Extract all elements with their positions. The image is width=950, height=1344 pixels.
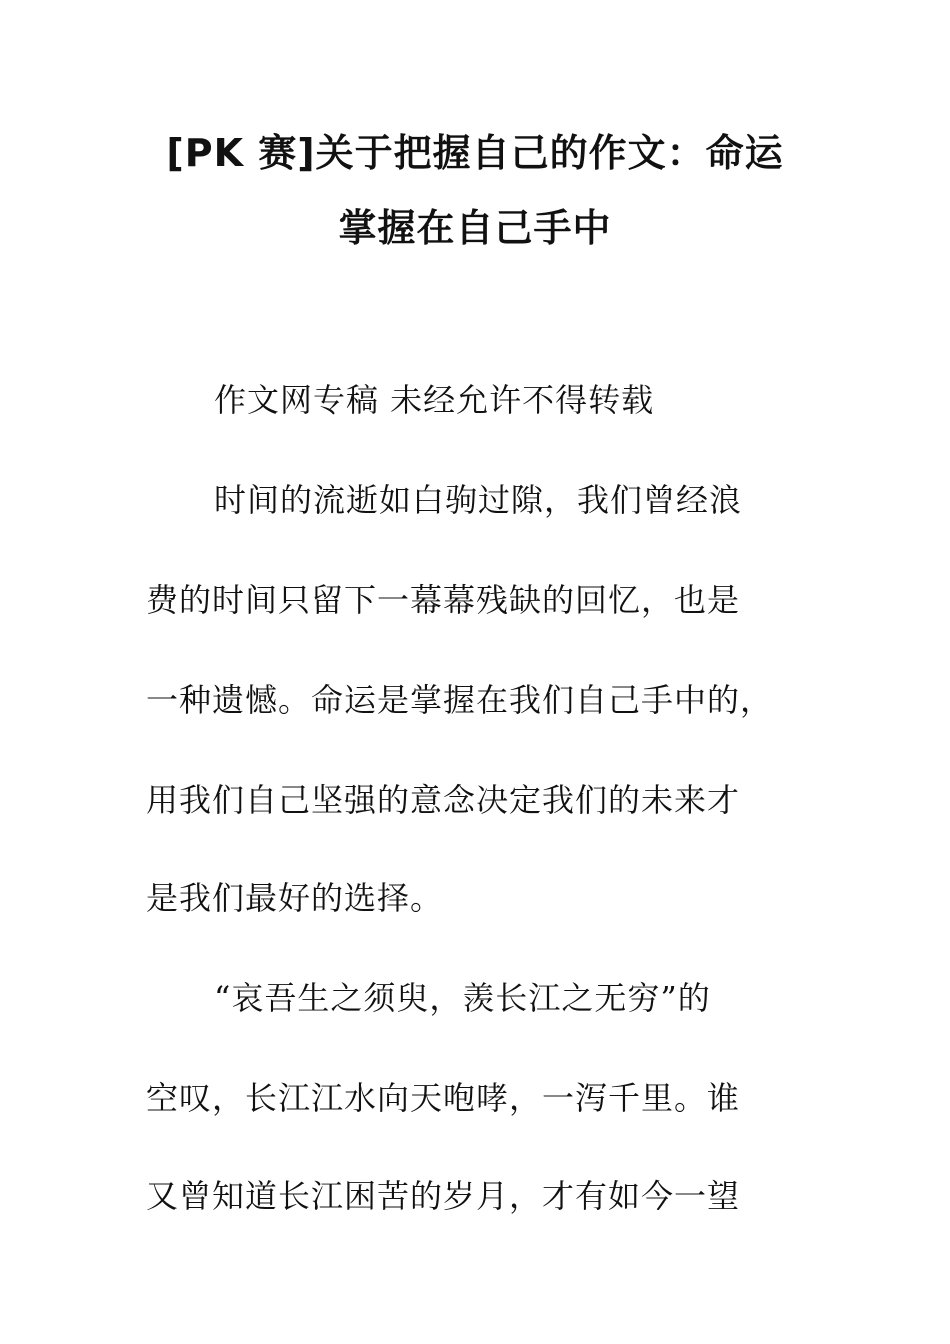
copyright-notice: 作文网专稿 未经允许不得转载 <box>214 381 655 419</box>
paragraph-1-line-5: 是我们最好的选择。 <box>146 879 444 917</box>
paragraph-2-line-2: 空叹，长江江水向天咆哮，一泻千里。谁 <box>146 1079 741 1117</box>
paragraph-1-line-3: 一种遗憾。命运是掌握在我们自己手中的， <box>146 681 774 719</box>
paragraph-1-line-4: 用我们自己坚强的意念决定我们的未来才 <box>146 781 741 819</box>
paragraph-1-line-1: 时间的流逝如白驹过隙，我们曾经浪 <box>214 481 743 519</box>
paragraph-2-line-1: “哀吾生之须臾，羡长江之无穷”的 <box>214 979 711 1017</box>
paragraph-2-line-3: 又曾知道长江困苦的岁月，才有如今一望 <box>146 1177 741 1215</box>
document-title-line-2: 掌握在自己手中 <box>338 206 612 250</box>
document-title-line-1: [PK 赛]关于把握自己的作文：命运 <box>166 131 784 175</box>
paragraph-1-line-2: 费的时间只留下一幕幕残缺的回忆，也是 <box>146 581 741 619</box>
